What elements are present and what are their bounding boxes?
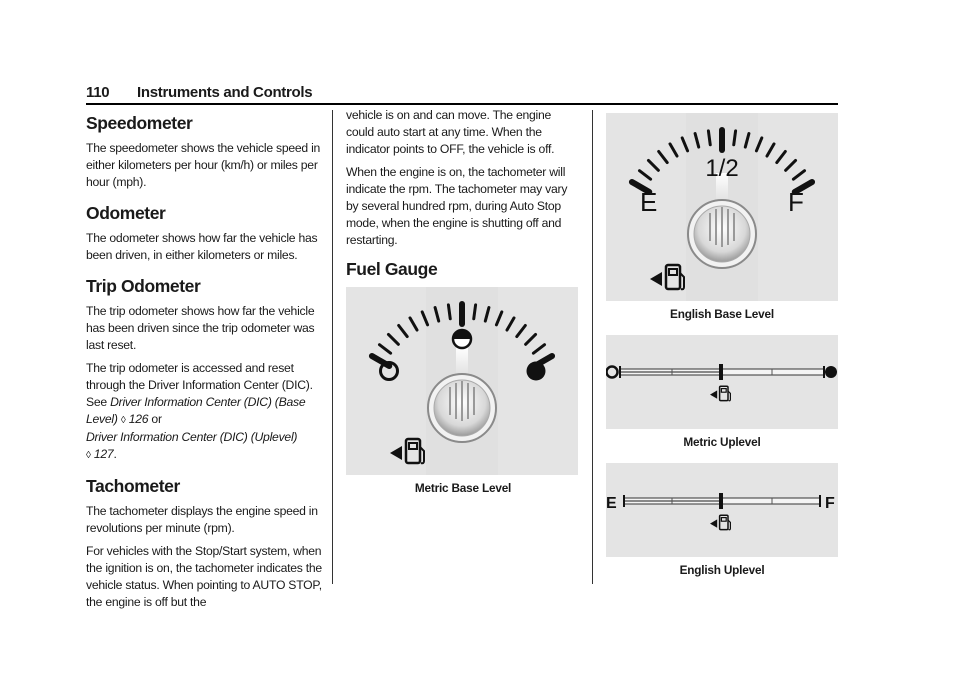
dic-base-page[interactable]: 126: [128, 412, 149, 426]
period: .: [113, 447, 117, 461]
gauge-minor-tick: [533, 345, 544, 354]
column-divider: [592, 110, 593, 584]
gauge-minor-tick: [659, 151, 668, 162]
gauge-major-tick: [372, 356, 389, 366]
gauge-minor-tick: [648, 160, 658, 170]
gauge-minor-tick: [507, 318, 514, 330]
full-circle-icon: [825, 366, 837, 378]
english-base-gauge: [606, 113, 838, 301]
dic-uplevel-link[interactable]: Driver Information Center (DIC) (Uplevel): [86, 430, 298, 444]
metric-base-gauge: [346, 287, 578, 475]
fuel-pump-icon: [390, 439, 424, 463]
gauge-minor-tick: [670, 144, 677, 156]
gauge-minor-tick: [777, 151, 786, 162]
gauge-minor-tick: [517, 325, 526, 336]
gauge-minor-tick: [388, 334, 398, 344]
header-rule: [86, 103, 838, 105]
english-base-gauge-figure: [606, 113, 838, 301]
column-divider: [332, 110, 333, 584]
english-uplevel-gauge: [606, 463, 838, 557]
tachometer-body-2: For vehicles with the Stop/Start system, when the ignition is on, the tachometer indicates the vehicle status. When pointing to AUTO STOP, the engine is off but the: [86, 544, 322, 609]
column-3: [606, 113, 838, 577]
gauge-minor-tick: [448, 305, 450, 319]
english-uplevel-caption: English Uplevel: [679, 563, 765, 577]
section-title: Instruments and Controls: [137, 84, 313, 101]
gauge-minor-tick: [399, 325, 408, 336]
metric-uplevel-caption: Metric Uplevel: [683, 435, 761, 449]
full-circle-icon: [527, 362, 546, 381]
metric-uplevel-gauge-figure: [606, 335, 838, 429]
gauge-minor-tick: [793, 171, 804, 180]
gauge-minor-tick: [410, 318, 417, 330]
trip-odometer-body-1: The trip odometer shows how far the vehicle has been driven since the trip odometer was last reset.: [86, 304, 315, 352]
empty-label: E: [606, 495, 617, 512]
fuel-pump-icon: [710, 515, 730, 530]
trip-odometer-body-2-text: The trip odometer is accessed and reset through the Driver Information Center (DIC). See: [86, 361, 313, 409]
tachometer-body-1: The tachometer displays the engine speed in revolutions per minute (rpm).: [86, 504, 318, 535]
half-circle-icon: [453, 330, 471, 348]
page-ref-arrow-icon: ◊: [120, 415, 126, 426]
dic-base-link[interactable]: Driver Information Center (DIC) (Base Level): [86, 395, 306, 426]
column-2: [346, 107, 580, 495]
gauge-minor-tick: [474, 305, 476, 319]
fuel-pump-icon: [650, 265, 684, 289]
full-label: F: [788, 187, 804, 217]
tachometer-rpm-body: When the engine is on, the tachometer will indicate the rpm. The tachometer may vary by several hundred rpm, during Auto Stop mode, when the engine is shutting off and restarting.: [346, 165, 568, 247]
half-label: 1/2: [705, 155, 739, 182]
metric-uplevel-gauge: [606, 335, 838, 429]
empty-circle-icon: [607, 367, 618, 378]
empty-label: E: [640, 187, 658, 217]
trip-odometer-body-2: [86, 360, 322, 464]
column-1: [86, 110, 322, 617]
metric-base-caption: Metric Base Level: [414, 481, 512, 495]
page-number: 110: [86, 84, 110, 101]
fuel-gauge-heading: Fuel Gauge: [346, 259, 438, 279]
gauge-minor-tick: [708, 131, 710, 145]
gauge-minor-tick: [767, 144, 774, 156]
dic-uplevel-page[interactable]: 127: [93, 447, 114, 461]
fuel-pump-icon: [710, 386, 730, 401]
gauge-minor-tick: [786, 160, 796, 170]
trip-odometer-heading: Trip Odometer: [86, 276, 201, 296]
odometer-heading: Odometer: [86, 203, 166, 223]
full-label: F: [825, 495, 835, 512]
page-ref-arrow-icon: ◊: [86, 450, 91, 461]
gauge-minor-tick: [734, 131, 736, 145]
gauge-minor-tick: [379, 345, 390, 354]
page-header: [86, 84, 838, 104]
english-uplevel-gauge-figure: [606, 463, 838, 557]
or-text: or: [151, 412, 162, 426]
speedometer-heading: Speedometer: [86, 113, 193, 133]
tachometer-continued: vehicle is on and can move. The engine could auto start at any time. When the indicator points to OFF, the vehicle is off.: [346, 108, 555, 156]
english-base-caption: English Base Level: [670, 307, 774, 321]
gauge-minor-tick: [639, 171, 650, 180]
metric-base-gauge-figure: [346, 287, 578, 475]
odometer-body: The odometer shows how far the vehicle has been driven, in either kilometers or miles.: [86, 231, 318, 262]
tachometer-heading: Tachometer: [86, 476, 180, 496]
gauge-minor-tick: [526, 334, 536, 344]
speedometer-body: The speedometer shows the vehicle speed in either kilometers per hour (km/h) or miles per hour (mph).: [86, 141, 321, 189]
